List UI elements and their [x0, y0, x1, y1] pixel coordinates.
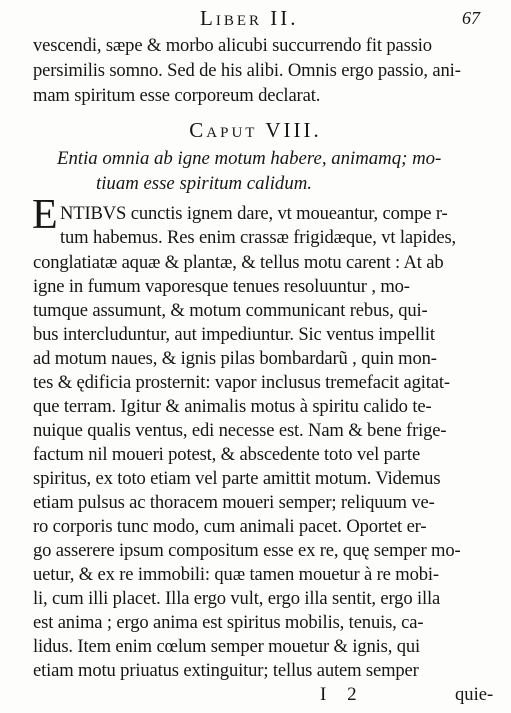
text-line: conglatiatæ aquæ & plantæ, & tellus motu carent : At ab [33, 252, 444, 273]
text-line: lidus. Item enim cœlum semper mouetur & ignis, qui [33, 636, 421, 657]
chapter-heading: Caput VIII. [189, 118, 322, 142]
text-line: mam spiritum esse corporeum declarat. [33, 85, 321, 106]
text-line: persimilis somno. Sed de his alibi. Omnis ergo passio, ani- [33, 60, 461, 81]
text-line: bus intercluduntur, aut impediuntur. Sic ventus impellit [33, 324, 435, 345]
text-line: vescendi, sæpe & morbo alicubi succurrendo fit passio [33, 35, 432, 56]
text-line: ad motum naues, & ignis pilas bombardarũ , quin mon- [33, 348, 437, 369]
text-line: uetur, & ex re immobili: quæ tamen mouetur à re mobi- [33, 564, 439, 585]
text-line: que terram. Igitur & animalis motus à spiritu calido te- [33, 396, 432, 417]
text-line: ro corporis tunc modo, cum animali pacet. Oportet er- [33, 516, 427, 537]
text-line: go asserere ipsum compositum esse ex re, quę semper mo- [33, 540, 461, 561]
text-line: nuique qualis ventus, edi necesse est. Nam & bene frige- [33, 420, 447, 441]
text-line: li, cum illi placet. Illa ergo vult, ergo illa sentit, ergo illa [33, 588, 441, 609]
text-line: tumque assumunt, & motum communicant rebus, qui- [33, 300, 428, 321]
text-line: spiritus, ex toto etiam vel parte amittit motum. Videmus [33, 468, 441, 489]
running-title: Liber II. [200, 6, 299, 30]
chapter-title-line: Entia omnia ab igne motum habere, animamq; mo- [57, 148, 442, 169]
drop-cap: E [32, 192, 58, 238]
text-line: etiam motu priuatus extinguitur; tellus autem semper [33, 660, 419, 681]
text-line: factum nil moueri potest, & abscedente toto vel parte [33, 444, 421, 465]
page-number: 67 [462, 8, 480, 28]
running-head [0, 6, 511, 32]
text-line: igne in fumum vaporesque tenues resoluuntur , mo- [33, 276, 410, 297]
text-line: etiam pulsus ac thoracem moueri semper; reliquum ve- [33, 492, 435, 513]
text-line: tes & ędificia prosternit: vapor inclusus tremefacit agitat- [33, 372, 450, 393]
text-line: tum habemus. Res enim crassæ frigidæque, vt lapides, [60, 227, 457, 248]
catchword: quie- [455, 684, 494, 705]
text-line: NTIBVS cunctis ignem dare, vt moueantur, compe r- [60, 203, 448, 224]
text-line: est anima ; ergo anima est spiritus mobilis, tenuis, ca- [33, 612, 424, 633]
signature-mark: I 2 [320, 684, 365, 705]
chapter-title-line: tiuam esse spiritum calidum. [96, 173, 312, 194]
